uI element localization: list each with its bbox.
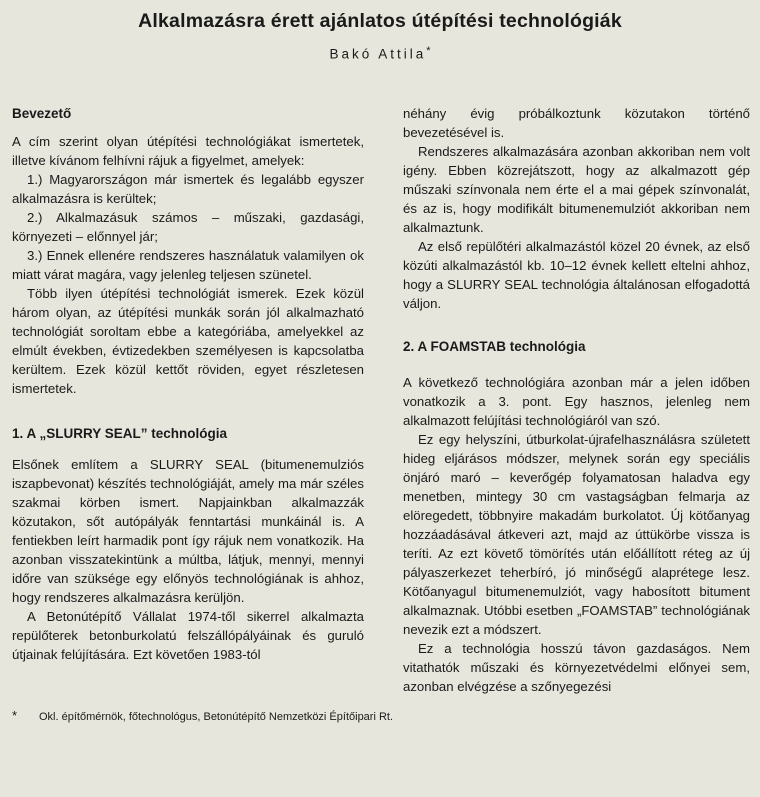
left-column [12, 104, 364, 664]
footnote [12, 708, 752, 723]
article-title: Alkalmazásra érett ajánlatos útépítési technológiák [138, 10, 622, 32]
author-footnote-mark: * [426, 45, 431, 57]
section-2-paragraph-3: Ez a technológia hosszú távon gazdaságos. Nem vitathatók műszaki és környezetvédelmi előnyei sem, azonban elvégzése a szőnyegezési [403, 641, 750, 694]
section-1-paragraph-4: Az első repülőtéri alkalmazástól közel 20 évnek, az első közúti alkalmazástól kb. 10–12 évnek kellett eltelni ahhoz, hogy a SLURRY SEAL technológia általánosan elfogadottá váljon. [403, 239, 750, 311]
intro-paragraph-1: A cím szerint olyan útépítési technológiákat ismertetek, illetve kívánom felhívni rájuk a figyelmet, amelyek: [12, 134, 364, 168]
section-1-paragraph-2: A Betonútépítő Vállalat 1974-től sikerrel alkalmazta repülőterek betonburkolatú felszállópályáinak és guruló útjainak felújítására. Ezt követően 1983-tól [12, 609, 364, 662]
footnote-mark: * [12, 708, 18, 723]
section-1-paragraph-3: Rendszeres alkalmazására azonban akkoriban nem volt igény. Ebben közrejátszott, hogy az alkalmazott gép műszaki színvonala nem érte el a mai gépek színvonalát, és az is, hogy modifikált bitumenemulziót akkoriban nem alkalmaztunk. [403, 144, 750, 235]
intro-list-item-3: 3.) Ennek ellenére rendszeres használatuk valamilyen ok miatt várat magára, vagy jelenleg teljesen szünetel. [12, 248, 364, 282]
section-1-paragraph-1: Elsőnek említem a SLURRY SEAL (bitumenemulziós iszapbevonat) készítés technológiáját, amely ma már széles szakmai körben ismert. Napjainkban alkalmazzák közutakon, sőt autópályák fenntartási munkáinál is. A fentiekben leírt harmadik pont így rájuk nem vonatkozik. Ha azonban visszatekintünk a múltba, látjuk, mennyi, mennyi időre van szüksége egy előnyös technológiának is ahhoz, hogy rendszeres alkalmazásra kerüljön. [12, 457, 364, 605]
footnote-text: Okl. építőmérnök, főtechnológus, Betonútépítő Nemzetközi Építőipari Rt. [39, 711, 394, 723]
section-2-paragraph-1: A következő technológiára azonban már a jelen időben vonatkozik a 3. pont. Egy hasznos, jelenleg nem alkalmazott felújítási technológiáról van szó. [403, 375, 750, 428]
section-2-paragraph-2: Ez egy helyszíni, útburkolat-újrafelhasználásra született hideg eljárásos módszer, melynek során egy speciális önjáró maró – keverőgép folyamatosan haladva egy menetben, mintegy 30 cm vastagságban felmarja az elöregedett, többnyire makadám burkolatot. Új kötőanyag hozzáadásával átkeveri azt, majd az úttükörbe vissza is teríti. Az ezt követő tömörítés után előállított réteg az új pályaszerkezet teherbíró, jó minőségű alaprétege lesz. Kötőanyagul bitumenemulziót, vagy habosított bitument alkalmaznak. Utóbbi esetben „FOAMSTAB” technológiának nevezik ezt a módszert. [403, 432, 750, 637]
intro-heading: Bevezető [12, 106, 72, 121]
author-line [0, 44, 760, 62]
intro-list-item-2: 2.) Alkalmazásuk számos – műszaki, gazdasági, környezeti – előnnyel jár; [12, 210, 364, 244]
section-1-paragraph-2-continued: néhány évig próbálkoztunk közutakon történő bevezetésével is. [403, 106, 750, 140]
intro-paragraph-2: Több ilyen útépítési technológiát ismerek. Ezek közül három olyan, az útépítési munkák során jól alkalmazható technológiát soroltam ebbe a kategóriába, amelyekkel az elmúlt években, évtizedekben személyesen is kapcsolatba kerültem. Ezek közül kettőt röviden, egyet részletesen ismertetek. [12, 286, 364, 396]
section-2-heading: 2. A FOAMSTAB technológia [403, 339, 586, 354]
section-1-heading: 1. A „SLURRY SEAL” technológia [12, 426, 228, 441]
author-name: Bakó Attila [329, 46, 427, 62]
intro-list-item-1: 1.) Magyarországon már ismertek és legalább egyszer alkalmazásra is kerültek; [12, 172, 364, 206]
right-column [403, 104, 750, 696]
